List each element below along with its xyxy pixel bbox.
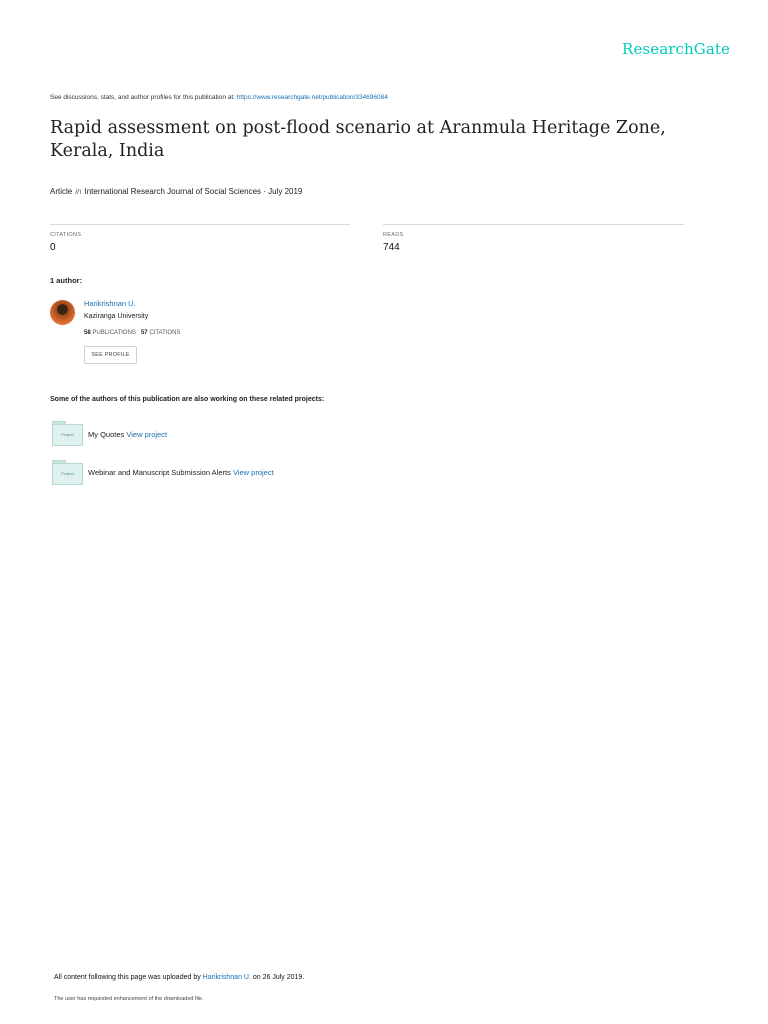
- author-institution: Kaziranga University: [84, 313, 149, 320]
- author-name-link[interactable]: Harikrishnan U.: [84, 299, 136, 308]
- see-profile-button[interactable]: SEE PROFILE: [84, 346, 137, 364]
- avatar[interactable]: [50, 300, 75, 325]
- meta-in: in: [75, 187, 82, 196]
- related-projects-heading: Some of the authors of this publication are also working on these related projects:: [50, 396, 325, 403]
- view-project-link[interactable]: View project: [232, 468, 274, 477]
- author-stats: [84, 330, 180, 336]
- publication-title: Rapid assessment on post-flood scenario at Aranmula Heritage Zone, Kerala, India: [50, 118, 666, 161]
- citations-value: 0: [50, 242, 56, 253]
- publication-meta: [50, 187, 302, 196]
- citations-label: CITATIONS: [50, 232, 82, 238]
- enhancement-note: The user has requested enhancement of the downloaded file.: [54, 996, 204, 1002]
- project-name: Webinar and Manuscript Submission Alerts: [88, 468, 231, 477]
- authors-heading: 1 author:: [50, 276, 83, 285]
- reads-divider: [383, 224, 684, 225]
- view-project-link[interactable]: View project: [126, 430, 168, 439]
- publications-label: PUBLICATIONS: [92, 330, 136, 336]
- project-icon-label: Project: [52, 463, 83, 485]
- article-type: Article: [50, 187, 73, 196]
- publications-count: 58: [84, 330, 91, 336]
- journal-name: International Research Journal of Social Sciences · July 2019: [84, 187, 303, 196]
- reads-label: READS: [383, 232, 404, 238]
- reads-value: 744: [383, 242, 400, 253]
- project-folder-icon: [52, 421, 82, 445]
- citations-divider: [50, 224, 350, 225]
- upload-notice: [54, 974, 304, 981]
- upload-prefix: All content following this page was uploaded by: [54, 974, 201, 981]
- project-name: My Quotes: [88, 430, 125, 439]
- project-row: [88, 430, 167, 439]
- discussion-text: See discussions, stats, and author profiles for this publication at:: [50, 94, 235, 101]
- author-citations-count: 57: [140, 330, 148, 336]
- project-row: [88, 468, 274, 477]
- publication-url-link[interactable]: https://www.researchgate.net/publication/334696084: [236, 94, 388, 101]
- researchgate-logo[interactable]: ResearchGate: [622, 40, 730, 58]
- upload-date: on 26 July 2019.: [252, 974, 305, 981]
- project-folder-icon: [52, 460, 82, 484]
- discussion-line: [50, 94, 388, 101]
- project-icon-label: Project: [52, 424, 83, 446]
- author-citations-label: CITATIONS: [149, 330, 181, 336]
- uploader-link[interactable]: Harikrishnan U.: [202, 974, 251, 981]
